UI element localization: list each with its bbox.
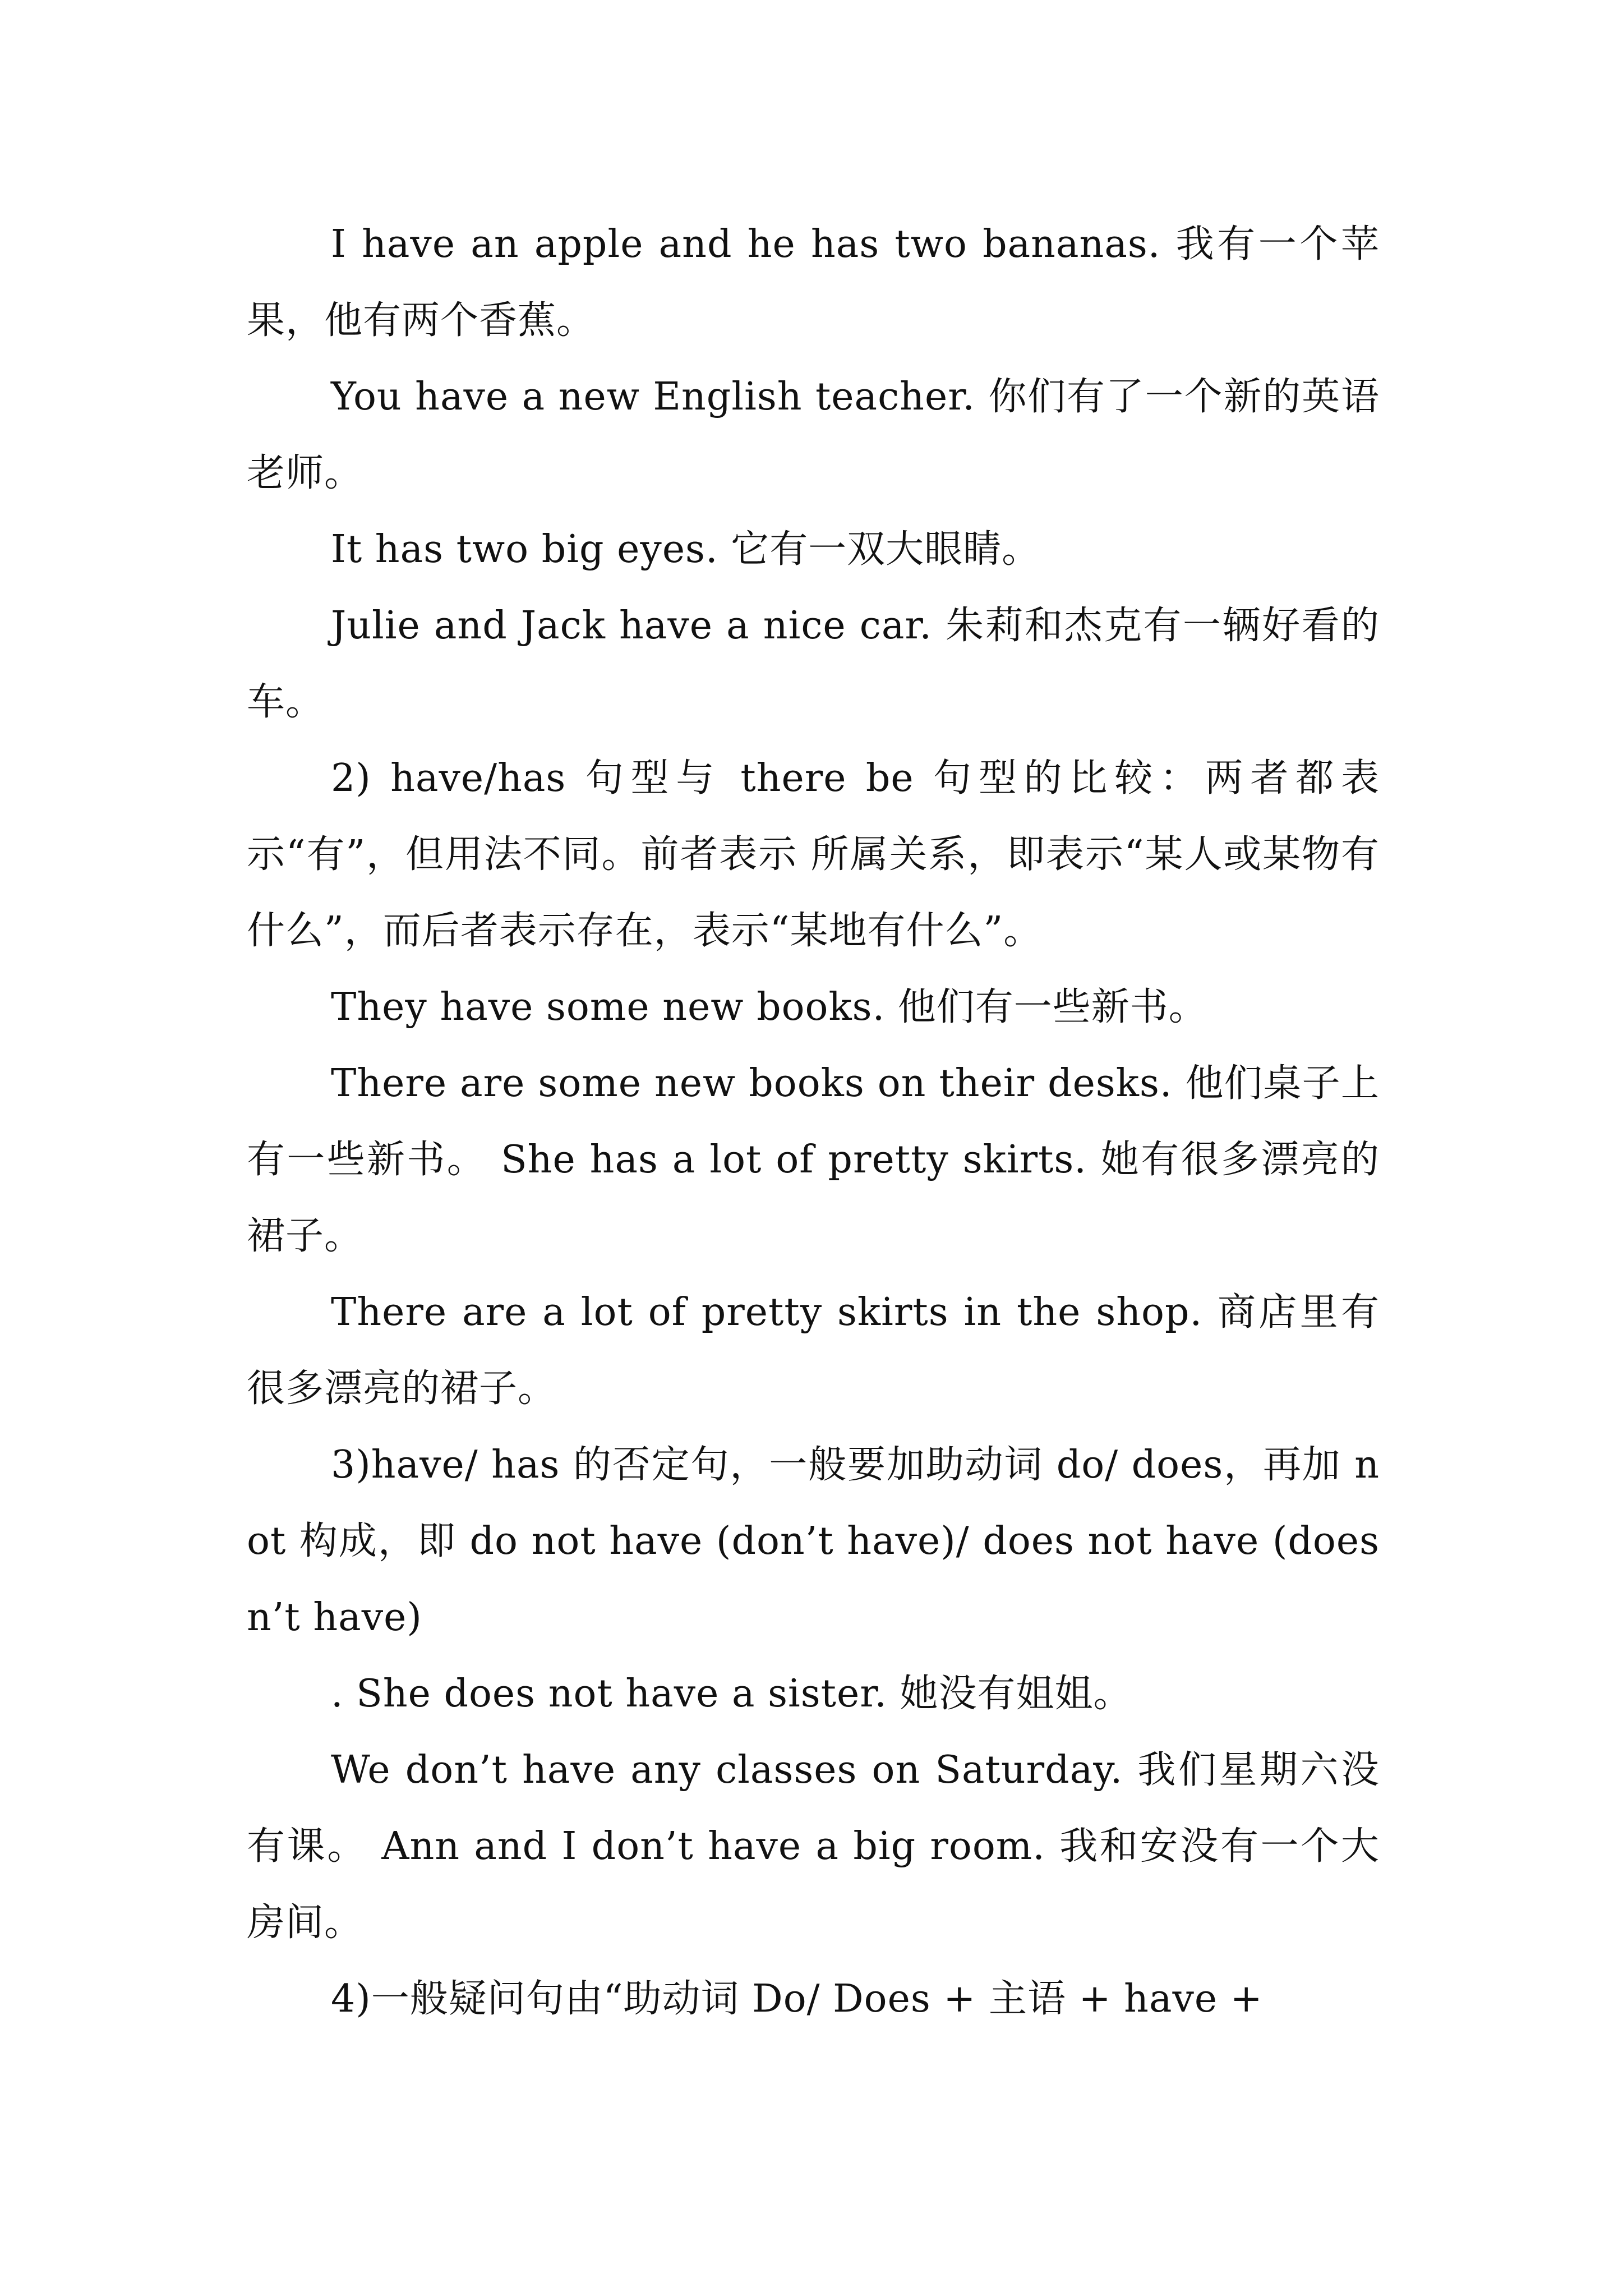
paragraph-example-eyes: It has two big eyes. 它有一双大眼睛。 [331, 527, 1041, 572]
paragraph-rule-2-comparison: 2) have/has 句型与 there be 句型的比较：两者都表示“有”，但用法不同。前者表示 所属关系，即表示“某人或某物有什么”，而后者表示存在，表示“某地有什么”。 [247, 756, 1380, 953]
paragraph-rule-4-question: 4)一般疑问句由“助动词 Do/ Does + 主语 + have + [331, 1977, 1263, 2021]
paragraph-example-sister: . She does not have a sister. 她没有姐姐。 [331, 1672, 1132, 1716]
paragraph-example-books: They have some new books. 他们有一些新书。 [331, 985, 1207, 1029]
paragraph-example-shop: There are a lot of pretty skirts in the shop. 商店里有很多漂亮的裙子。 [247, 1290, 1380, 1411]
paragraph-example-desks-skirts: There are some new books on their desks. 他们桌子上有一些新书。 She has a lot of pretty skirts. 她有很多漂亮的裙子。 [247, 1061, 1380, 1258]
paragraph-example-classes-room: We don’t have any classes on Saturday. 我们星期六没有课。 Ann and I don’t have a big room. 我和安没有一个大房间。 [247, 1748, 1380, 1945]
paragraph-example-teacher: You have a new English teacher. 你们有了一个新的英语老师。 [247, 375, 1380, 495]
document-body [247, 206, 1380, 2037]
paragraph-example-apple: I have an apple and he has two bananas. 我有一个苹果，他有两个香蕉。 [247, 222, 1380, 343]
paragraph-example-car: Julie and Jack have a nice car. 朱莉和杰克有一辆好看的车。 [247, 604, 1380, 724]
paragraph-rule-3-negative: 3)have/ has 的否定句，一般要加助动词 do/ does，再加 not 构成，即 do not have (don’t have)/ does not have (doesn’t have) [247, 1443, 1380, 1640]
